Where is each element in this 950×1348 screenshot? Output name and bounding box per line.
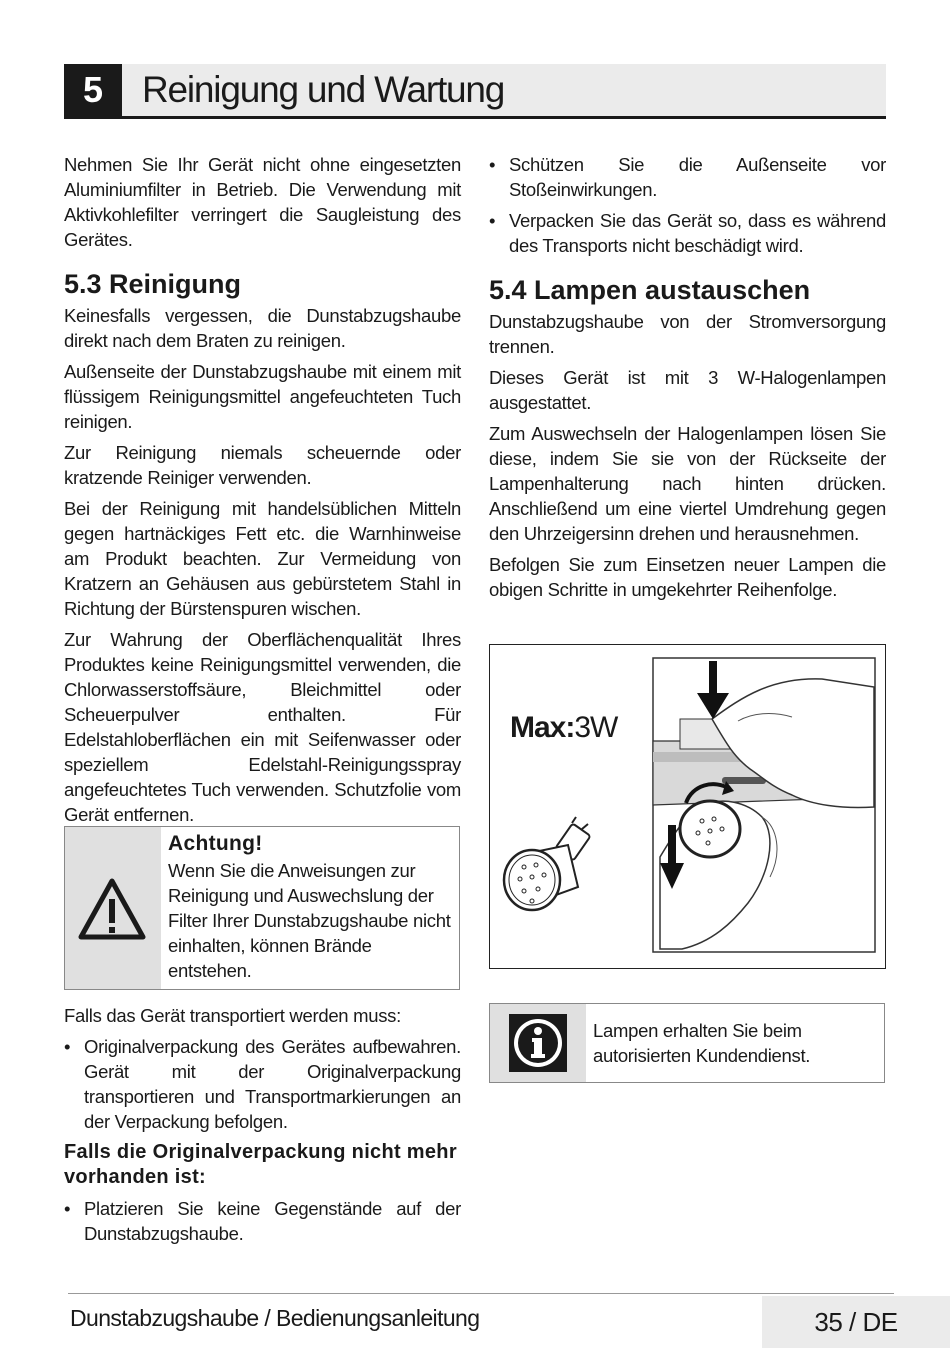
info-box: [489, 1003, 885, 1083]
lamp-paragraph: Dieses Gerät ist mit 3 W-Halogenlampen ausgestattet.: [489, 367, 886, 413]
max-value: 3W: [574, 711, 618, 744]
list-item: • Originalverpackung des Gerätes aufbewahren. Gerät mit der Originalverpackung transportieren und Transportmarkierungen an der Verpackung befolgen.: [64, 1034, 461, 1134]
hand-replacement-illustration: [652, 657, 877, 955]
warning-title: Achtung!: [168, 832, 263, 855]
transport-section: [64, 1003, 461, 1252]
list-item: • Verpacken Sie das Gerät so, dass es während des Transports nicht beschädigt wird.: [489, 208, 886, 258]
cleaning-paragraph: Keinesfalls vergessen, die Dunstabzugshaube direkt nach dem Braten zu reinigen.: [64, 305, 461, 351]
push-down-arrow-icon: [696, 661, 730, 721]
transport-list: [64, 1034, 461, 1134]
pull-down-arrow-icon: [660, 825, 684, 891]
cleaning-heading: 5.3 Reinigung: [64, 269, 242, 299]
lamp-paragraph: Dunstabzugshaube von der Stromversorgung trennen.: [489, 311, 886, 357]
warning-text: Wenn Sie die Anweisungen zur Reinigung und Auswechslung der Filter Ihrer Dunstabzugshaube nicht einhalten, können Brände entstehen.: [168, 860, 451, 981]
chapter-title: Reinigung und Wartung: [142, 69, 505, 110]
warning-box: [64, 826, 460, 990]
info-icon: [509, 1014, 567, 1072]
chapter-header: [64, 64, 886, 119]
footer-divider: [68, 1293, 894, 1294]
warning-content: [168, 831, 453, 983]
protection-list: [489, 152, 886, 258]
lamp-replacement-figure: [489, 644, 886, 969]
no-packaging-heading: Falls die Originalverpackung nicht mehr vorhanden ist:: [64, 1141, 457, 1188]
info-sidebar: [490, 1004, 586, 1082]
cleaning-paragraph: Zur Wahrung der Oberflächenqualität Ihres Produktes keine Reinigungsmittel verwenden, die Chlorwasserstoffsäure, Bleichmittel oder Scheuerpulver enthalten. Für Edelstahloberflächen ein mit Seifenwasser oder speziellem Edelstahl-Reinigungsspray angefeuchtetes Tuch verwenden. Schutzfolie vom Gerät entfernen.: [64, 629, 461, 825]
lamp-paragraph: Zum Auswechseln der Halogenlampen lösen Sie diese, indem Sie sie von der Rückseite der Lampenhalterung nach hinten drücken. Anschließend um eine viertel Umdrehung gegen den Uhrzeigersinn drehen und herausnehmen.: [489, 423, 886, 544]
max-wattage-label: [510, 711, 617, 745]
left-column: [64, 152, 461, 833]
cleaning-paragraph: Zur Reinigung niemals scheuernde oder kratzende Reiniger verwenden.: [64, 442, 461, 488]
list-item: • Platzieren Sie keine Gegenstände auf der Dunstabzugshaube.: [64, 1196, 461, 1246]
footer-page-number: 35 / DE: [762, 1296, 950, 1348]
lamp-heading: 5.4 Lampen austauschen: [489, 275, 811, 305]
halogen-lamp-illustration: [498, 815, 608, 925]
no-packaging-list: [64, 1196, 461, 1246]
warning-triangle-icon: [77, 877, 147, 941]
cleaning-paragraph: Außenseite der Dunstabzugshaube mit einem mit flüssigem Reinigungsmittel angefeuchteten Tuch reinigen.: [64, 361, 461, 432]
chapter-number: 5: [64, 64, 122, 116]
lamp-paragraph: Befolgen Sie zum Einsetzen neuer Lampen die obigen Schritte in umgekehrter Reihenfolge.: [489, 554, 886, 600]
footer-document-title: Dunstabzugshaube / Bedienungsanleitung: [70, 1305, 480, 1331]
list-item: • Schützen Sie die Außenseite vor Stoßeinwirkungen.: [489, 152, 886, 202]
max-label: Max:: [510, 711, 575, 744]
right-column: [489, 152, 886, 608]
cleaning-paragraph: Bei der Reinigung mit handelsüblichen Mitteln gegen hartnäckiges Fett etc. die Warnhinweise am Produkt beachten. Zur Vermeidung von Kratzern an Gehäusen aus gebürstetem Stahl in Richtung der Bürstenspuren wischen.: [64, 498, 461, 619]
transport-intro: Falls das Gerät transportiert werden muss:: [64, 1005, 401, 1026]
info-text: Lampen erhalten Sie beim autorisierten Kundendienst.: [593, 1020, 811, 1066]
intro-paragraph: Nehmen Sie Ihr Gerät nicht ohne eingesetzten Aluminiumfilter in Betrieb. Die Verwendung mit Aktivkohlefilter verringert die Saugleistung des Gerätes.: [64, 154, 461, 250]
warning-sidebar: [65, 827, 161, 989]
